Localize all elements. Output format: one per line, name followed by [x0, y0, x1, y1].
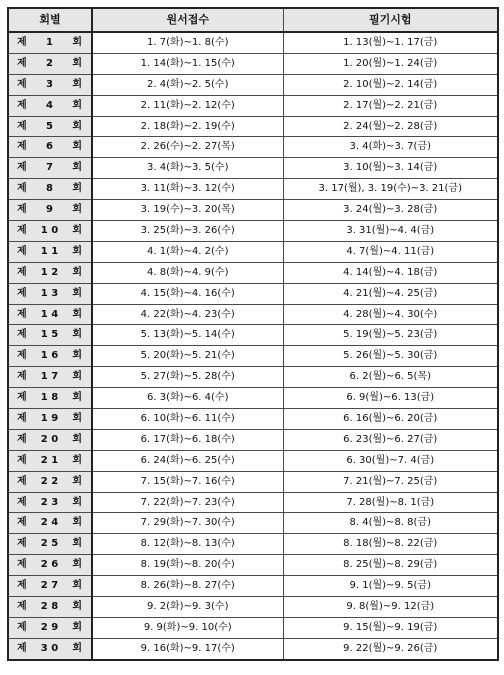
round-label-prefix: 제 [17, 433, 27, 445]
round-label [9, 476, 91, 488]
application-period-cell: 2. 4(화)~2. 5(수) [92, 74, 283, 95]
round-cell [8, 262, 92, 283]
table-row [8, 597, 498, 618]
table-row [8, 450, 498, 471]
exam-period-cell: 8. 18(월)~8. 22(금) [283, 534, 498, 555]
round-label-number: 1 7 [40, 371, 59, 383]
round-label-number: 5 [46, 120, 53, 132]
round-cell [8, 95, 92, 116]
table-row [8, 492, 498, 513]
round-label-number: 3 [46, 78, 53, 90]
round-label-prefix: 제 [17, 392, 27, 404]
round-label-prefix: 제 [17, 350, 27, 362]
application-period-cell: 6. 10(화)~6. 11(수) [92, 409, 283, 430]
round-label-suffix: 회 [72, 600, 82, 612]
round-cell [8, 346, 92, 367]
exam-period-cell: 2. 24(월)~2. 28(금) [283, 116, 498, 137]
round-label [9, 622, 91, 634]
round-label-number: 7 [46, 162, 53, 174]
round-label-prefix: 제 [17, 245, 27, 257]
round-label [9, 392, 91, 404]
round-label [9, 162, 91, 174]
application-period-cell: 1. 14(화)~1. 15(수) [92, 53, 283, 74]
round-label [9, 246, 91, 258]
exam-period-cell: 1. 20(월)~1. 24(금) [283, 53, 498, 74]
exam-period-cell: 9. 22(월)~9. 26(금) [283, 638, 498, 659]
round-label-number: 8 [46, 183, 53, 195]
round-cell [8, 388, 92, 409]
round-label-prefix: 제 [17, 162, 27, 174]
table-row [8, 241, 498, 262]
exam-period-cell: 6. 2(월)~6. 5(목) [283, 367, 498, 388]
application-period-cell: 5. 27(화)~5. 28(수) [92, 367, 283, 388]
round-label-prefix: 제 [17, 412, 27, 424]
round-label [9, 643, 91, 655]
header-row [8, 8, 498, 32]
round-label-number: 9 [46, 204, 53, 216]
round-cell [8, 53, 92, 74]
round-label [9, 58, 91, 70]
round-label [9, 121, 91, 133]
round-label-suffix: 회 [72, 224, 82, 236]
table-row [8, 513, 498, 534]
round-cell [8, 179, 92, 200]
round-label-number: 4 [46, 99, 53, 111]
round-label [9, 183, 91, 195]
application-period-cell: 7. 29(화)~7. 30(수) [92, 513, 283, 534]
exam-period-cell: 6. 9(월)~6. 13(금) [283, 388, 498, 409]
round-cell [8, 617, 92, 638]
round-cell [8, 32, 92, 53]
round-label-number: 2 8 [40, 600, 59, 612]
round-label-suffix: 회 [72, 245, 82, 257]
round-label-suffix: 회 [72, 308, 82, 320]
round-label-prefix: 제 [17, 183, 27, 195]
table-row [8, 617, 498, 638]
round-label-prefix: 제 [17, 600, 27, 612]
round-cell [8, 221, 92, 242]
exam-period-cell: 2. 17(월)~2. 21(금) [283, 95, 498, 116]
table-row [8, 325, 498, 346]
exam-period-cell: 3. 31(월)~4. 4(금) [283, 221, 498, 242]
round-label-suffix: 회 [72, 580, 82, 592]
round-label-suffix: 회 [72, 162, 82, 174]
application-period-cell: 7. 15(화)~7. 16(수) [92, 471, 283, 492]
round-label-suffix: 회 [72, 36, 82, 48]
round-label [9, 497, 91, 509]
round-label-prefix: 제 [17, 141, 27, 153]
application-period-cell: 6. 24(화)~6. 25(수) [92, 450, 283, 471]
round-label-prefix: 제 [17, 287, 27, 299]
round-cell [8, 429, 92, 450]
round-label-suffix: 회 [72, 78, 82, 90]
table-header [8, 8, 498, 32]
round-label-number: 2 5 [40, 538, 59, 550]
round-label [9, 434, 91, 446]
exam-period-cell: 2. 10(월)~2. 14(금) [283, 74, 498, 95]
round-label [9, 455, 91, 467]
round-label-number: 2 7 [40, 580, 59, 592]
exam-period-cell: 6. 16(월)~6. 20(금) [283, 409, 498, 430]
table-row [8, 534, 498, 555]
exam-period-cell: 7. 21(월)~7. 25(금) [283, 471, 498, 492]
round-label [9, 267, 91, 279]
round-cell [8, 534, 92, 555]
application-period-cell: 2. 26(수)~2. 27(목) [92, 137, 283, 158]
table-row [8, 409, 498, 430]
table-row [8, 388, 498, 409]
application-period-cell: 3. 19(수)~3. 20(목) [92, 200, 283, 221]
round-label-number: 2 [46, 57, 53, 69]
table-row [8, 283, 498, 304]
table-row [8, 53, 498, 74]
exam-period-cell: 3. 4(화)~3. 7(금) [283, 137, 498, 158]
round-label-prefix: 제 [17, 538, 27, 550]
exam-period-cell: 3. 24(월)~3. 28(금) [283, 200, 498, 221]
exam-period-cell: 5. 19(월)~5. 23(금) [283, 325, 498, 346]
exam-period-cell: 1. 13(월)~1. 17(금) [283, 32, 498, 53]
round-label-number: 2 3 [40, 496, 59, 508]
round-cell [8, 200, 92, 221]
table-row [8, 638, 498, 659]
round-label [9, 141, 91, 153]
round-label-prefix: 제 [17, 642, 27, 654]
round-cell [8, 158, 92, 179]
round-label [9, 79, 91, 91]
round-label-suffix: 회 [72, 329, 82, 341]
application-period-cell: 6. 3(화)~6. 4(수) [92, 388, 283, 409]
round-cell [8, 638, 92, 659]
application-period-cell: 3. 25(화)~3. 26(수) [92, 221, 283, 242]
round-cell [8, 74, 92, 95]
round-cell [8, 367, 92, 388]
application-period-cell: 3. 11(화)~3. 12(수) [92, 179, 283, 200]
round-label-number: 1 2 [40, 266, 59, 278]
round-label-number: 1 5 [40, 329, 59, 341]
exam-period-cell: 8. 4(월)~8. 8(금) [283, 513, 498, 534]
round-label-suffix: 회 [72, 371, 82, 383]
round-label-suffix: 회 [72, 204, 82, 216]
round-label-number: 3 0 [40, 642, 59, 654]
round-label [9, 37, 91, 49]
round-label-suffix: 회 [72, 559, 82, 571]
table-row [8, 471, 498, 492]
round-cell [8, 597, 92, 618]
round-label [9, 538, 91, 550]
round-label-suffix: 회 [72, 496, 82, 508]
application-period-cell: 4. 8(화)~4. 9(수) [92, 262, 283, 283]
application-period-cell: 9. 16(화)~9. 17(수) [92, 638, 283, 659]
round-label-prefix: 제 [17, 36, 27, 48]
table-row [8, 95, 498, 116]
exam-period-cell: 8. 25(월)~8. 29(금) [283, 555, 498, 576]
exam-period-cell: 4. 28(월)~4. 30(수) [283, 304, 498, 325]
exam-period-cell: 6. 23(월)~6. 27(금) [283, 429, 498, 450]
exam-period-cell: 6. 30(월)~7. 4(금) [283, 450, 498, 471]
round-label-number: 1 8 [40, 392, 59, 404]
application-column-header: 원서접수 [92, 8, 283, 32]
round-label-prefix: 제 [17, 580, 27, 592]
exam-column-header: 필기시험 [283, 8, 498, 32]
round-label-suffix: 회 [72, 350, 82, 362]
application-period-cell: 9. 9(화)~9. 10(수) [92, 617, 283, 638]
round-label-prefix: 제 [17, 204, 27, 216]
round-label-number: 1 3 [40, 287, 59, 299]
round-label-prefix: 제 [17, 371, 27, 383]
round-label-number: 2 9 [40, 621, 59, 633]
round-label-number: 1 0 [40, 224, 59, 236]
table-row [8, 346, 498, 367]
exam-period-cell: 5. 26(월)~5. 30(금) [283, 346, 498, 367]
round-label [9, 225, 91, 237]
application-period-cell: 3. 4(화)~3. 5(수) [92, 158, 283, 179]
round-label-number: 2 4 [40, 517, 59, 529]
exam-period-cell: 4. 14(월)~4. 18(금) [283, 262, 498, 283]
application-period-cell: 6. 17(화)~6. 18(수) [92, 429, 283, 450]
round-column-header: 회별 [8, 8, 92, 32]
table-row [8, 158, 498, 179]
application-period-cell: 8. 19(화)~8. 20(수) [92, 555, 283, 576]
round-label-suffix: 회 [72, 120, 82, 132]
round-cell [8, 304, 92, 325]
table-row [8, 179, 498, 200]
round-label-prefix: 제 [17, 266, 27, 278]
table-row [8, 32, 498, 53]
round-label-prefix: 제 [17, 621, 27, 633]
round-label-number: 2 2 [40, 475, 59, 487]
round-label-suffix: 회 [72, 642, 82, 654]
round-label-number: 1 [46, 36, 53, 48]
round-label-prefix: 제 [17, 454, 27, 466]
round-label [9, 100, 91, 112]
round-label-suffix: 회 [72, 141, 82, 153]
table-row [8, 200, 498, 221]
round-label-number: 2 6 [40, 559, 59, 571]
round-label-suffix: 회 [72, 287, 82, 299]
round-label [9, 350, 91, 362]
application-period-cell: 4. 15(화)~4. 16(수) [92, 283, 283, 304]
table-body [8, 32, 498, 660]
round-label [9, 517, 91, 529]
round-label-prefix: 제 [17, 496, 27, 508]
table-row [8, 555, 498, 576]
exam-period-cell: 3. 10(월)~3. 14(금) [283, 158, 498, 179]
round-label-suffix: 회 [72, 183, 82, 195]
round-label [9, 329, 91, 341]
round-label-suffix: 회 [72, 517, 82, 529]
table-row [8, 116, 498, 137]
round-label-prefix: 제 [17, 99, 27, 111]
table-row [8, 137, 498, 158]
round-label-number: 6 [46, 141, 53, 153]
round-cell [8, 241, 92, 262]
round-label-prefix: 제 [17, 329, 27, 341]
round-label [9, 413, 91, 425]
round-cell [8, 555, 92, 576]
exam-period-cell: 4. 7(월)~4. 11(금) [283, 241, 498, 262]
round-cell [8, 325, 92, 346]
round-label-number: 2 1 [40, 454, 59, 466]
round-label-number: 1 4 [40, 308, 59, 320]
round-label-suffix: 회 [72, 57, 82, 69]
round-label-prefix: 제 [17, 517, 27, 529]
exam-period-cell: 9. 15(월)~9. 19(금) [283, 617, 498, 638]
round-label-number: 1 9 [40, 412, 59, 424]
round-label-prefix: 제 [17, 559, 27, 571]
table-row [8, 367, 498, 388]
table-row [8, 576, 498, 597]
round-label-suffix: 회 [72, 475, 82, 487]
round-label [9, 309, 91, 321]
table-row [8, 429, 498, 450]
round-label [9, 371, 91, 383]
round-label-suffix: 회 [72, 266, 82, 278]
round-label-suffix: 회 [72, 433, 82, 445]
application-period-cell: 5. 20(화)~5. 21(수) [92, 346, 283, 367]
round-label-suffix: 회 [72, 392, 82, 404]
application-period-cell: 5. 13(화)~5. 14(수) [92, 325, 283, 346]
round-cell [8, 283, 92, 304]
round-label-suffix: 회 [72, 621, 82, 633]
round-label-suffix: 회 [72, 99, 82, 111]
round-label-number: 1 6 [40, 350, 59, 362]
application-period-cell: 8. 12(화)~8. 13(수) [92, 534, 283, 555]
round-cell [8, 492, 92, 513]
round-label-prefix: 제 [17, 57, 27, 69]
application-period-cell: 2. 18(화)~2. 19(수) [92, 116, 283, 137]
round-cell [8, 471, 92, 492]
round-label [9, 288, 91, 300]
exam-period-cell: 9. 1(월)~9. 5(금) [283, 576, 498, 597]
round-label-suffix: 회 [72, 412, 82, 424]
exam-period-cell: 9. 8(월)~9. 12(금) [283, 597, 498, 618]
table-row [8, 221, 498, 242]
round-label-prefix: 제 [17, 308, 27, 320]
application-period-cell: 2. 11(화)~2. 12(수) [92, 95, 283, 116]
round-label-suffix: 회 [72, 538, 82, 550]
exam-schedule-table [7, 7, 499, 661]
table-row [8, 304, 498, 325]
table-row [8, 262, 498, 283]
exam-period-cell: 4. 21(월)~4. 25(금) [283, 283, 498, 304]
round-label-prefix: 제 [17, 475, 27, 487]
round-cell [8, 116, 92, 137]
application-period-cell: 7. 22(화)~7. 23(수) [92, 492, 283, 513]
round-label-prefix: 제 [17, 78, 27, 90]
round-label [9, 601, 91, 613]
round-label [9, 580, 91, 592]
round-label [9, 204, 91, 216]
round-label-prefix: 제 [17, 120, 27, 132]
application-period-cell: 4. 1(화)~4. 2(수) [92, 241, 283, 262]
round-cell [8, 409, 92, 430]
round-cell [8, 513, 92, 534]
exam-period-cell: 7. 28(월)~8. 1(금) [283, 492, 498, 513]
round-label-number: 1 1 [40, 245, 59, 257]
application-period-cell: 8. 26(화)~8. 27(수) [92, 576, 283, 597]
round-label-number: 2 0 [40, 433, 59, 445]
table-row [8, 74, 498, 95]
application-period-cell: 1. 7(화)~1. 8(수) [92, 32, 283, 53]
application-period-cell: 4. 22(화)~4. 23(수) [92, 304, 283, 325]
round-label-suffix: 회 [72, 454, 82, 466]
round-cell [8, 137, 92, 158]
exam-period-cell: 3. 17(월), 3. 19(수)~3. 21(금) [283, 179, 498, 200]
round-label [9, 559, 91, 571]
round-cell [8, 450, 92, 471]
application-period-cell: 9. 2(화)~9. 3(수) [92, 597, 283, 618]
round-label-prefix: 제 [17, 224, 27, 236]
round-cell [8, 576, 92, 597]
